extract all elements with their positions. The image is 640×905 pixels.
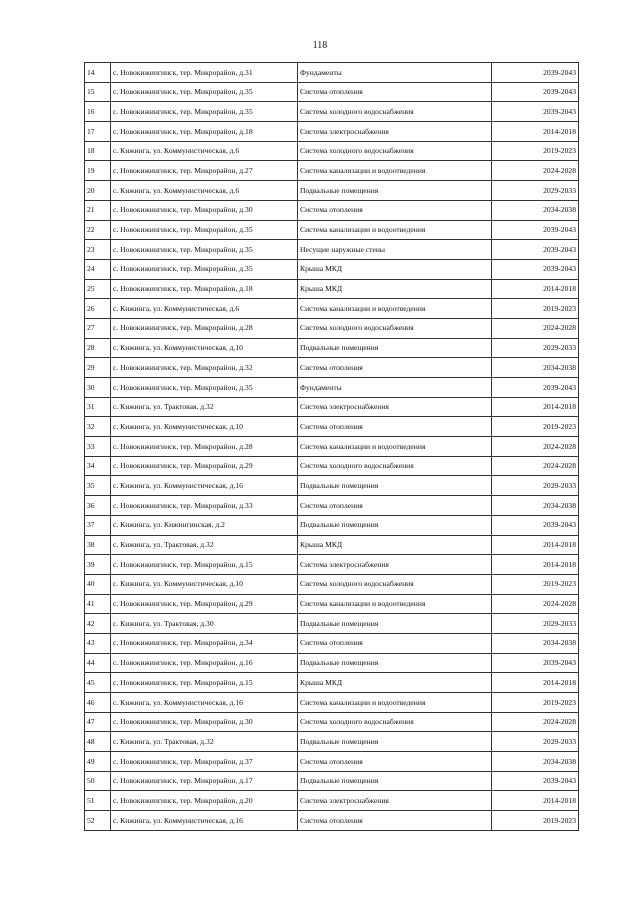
row-number-cell: 14 — [85, 63, 111, 83]
table-row — [85, 338, 579, 358]
row-number-cell: 44 — [85, 653, 111, 673]
row-number-cell: 21 — [85, 200, 111, 220]
system-cell: Система отопления — [298, 752, 492, 772]
period-cell: 2014-2018 — [492, 535, 579, 555]
table-row — [85, 594, 579, 614]
table-row — [85, 181, 579, 201]
address-cell: с. Новокижингинск, тер. Микрорайон, д.18 — [111, 122, 298, 142]
system-cell: Крыша МКД — [298, 259, 492, 279]
system-cell: Система канализации и водоотведения — [298, 161, 492, 181]
table-row — [85, 771, 579, 791]
period-cell: 2029-2033 — [492, 476, 579, 496]
address-cell: с. Новокижингинск, тер. Микрорайон, д.35 — [111, 82, 298, 102]
period-cell: 2039-2043 — [492, 102, 579, 122]
system-cell: Фундаменты — [298, 63, 492, 83]
row-number-cell: 31 — [85, 397, 111, 417]
address-cell: с. Новокижингинск, тер. Микрорайон, д.33 — [111, 496, 298, 516]
table-row — [85, 82, 579, 102]
row-number-cell: 19 — [85, 161, 111, 181]
table-row — [85, 515, 579, 535]
system-cell: Система холодного водоснабжения — [298, 141, 492, 161]
period-cell: 2024-2028 — [492, 318, 579, 338]
table-row — [85, 574, 579, 594]
table-row — [85, 653, 579, 673]
system-cell: Подвальные помещения — [298, 732, 492, 752]
address-cell: с. Кижинга, ул. Коммунистическая, д.16 — [111, 476, 298, 496]
table-row — [85, 378, 579, 398]
row-number-cell: 35 — [85, 476, 111, 496]
system-cell: Подвальные помещения — [298, 181, 492, 201]
period-cell: 2039-2043 — [492, 240, 579, 260]
period-cell: 2034-2038 — [492, 752, 579, 772]
system-cell: Фундаменты — [298, 378, 492, 398]
table-row — [85, 397, 579, 417]
system-cell: Система отопления — [298, 82, 492, 102]
period-cell: 2039-2043 — [492, 653, 579, 673]
period-cell: 2039-2043 — [492, 259, 579, 279]
system-cell: Система холодного водоснабжения — [298, 712, 492, 732]
address-cell: с. Новокижингинск, тер. Микрорайон, д.15 — [111, 673, 298, 693]
table-row — [85, 102, 579, 122]
table-row — [85, 318, 579, 338]
address-cell: с. Новокижингинск, тер. Микрорайон, д.31 — [111, 63, 298, 83]
period-cell: 2034-2038 — [492, 496, 579, 516]
period-cell: 2019-2023 — [492, 141, 579, 161]
row-number-cell: 17 — [85, 122, 111, 142]
system-cell: Система канализации и водоотведения — [298, 594, 492, 614]
period-cell: 2019-2023 — [492, 693, 579, 713]
period-cell: 2039-2043 — [492, 63, 579, 83]
address-cell: с. Кижинга, ул. Трактовая, д.30 — [111, 614, 298, 634]
address-cell: с. Новокижингинск, тер. Микрорайон, д.34 — [111, 633, 298, 653]
row-number-cell: 40 — [85, 574, 111, 594]
address-cell: с. Кижинга, ул. Коммунистическая, д.6 — [111, 299, 298, 319]
row-number-cell: 49 — [85, 752, 111, 772]
system-cell: Крыша МКД — [298, 279, 492, 299]
address-cell: с. Кижинга, ул. Коммунистическая, д.10 — [111, 574, 298, 594]
address-cell: с. Новокижингинск, тер. Микрорайон, д.35 — [111, 102, 298, 122]
address-cell: с. Новокижингинск, тер. Микрорайон, д.18 — [111, 279, 298, 299]
table-row — [85, 633, 579, 653]
system-cell: Система канализации и водоотведения — [298, 437, 492, 457]
system-cell: Подвальные помещения — [298, 771, 492, 791]
address-cell: с. Кижинга, ул. Коммунистическая, д.16 — [111, 693, 298, 713]
system-cell: Подвальные помещения — [298, 653, 492, 673]
period-cell: 2034-2038 — [492, 633, 579, 653]
row-number-cell: 18 — [85, 141, 111, 161]
table-row — [85, 476, 579, 496]
system-cell: Система холодного водоснабжения — [298, 574, 492, 594]
row-number-cell: 39 — [85, 555, 111, 575]
period-cell: 2014-2018 — [492, 791, 579, 811]
address-cell: с. Новокижингинск, тер. Микрорайон, д.28 — [111, 318, 298, 338]
system-cell: Система электроснабжения — [298, 555, 492, 575]
table-row — [85, 358, 579, 378]
table-row — [85, 122, 579, 142]
address-cell: с. Кижинга, ул. Коммунистическая, д.10 — [111, 338, 298, 358]
table-row — [85, 141, 579, 161]
table-row — [85, 456, 579, 476]
row-number-cell: 22 — [85, 220, 111, 240]
table-row — [85, 220, 579, 240]
address-cell: с. Кижинга, ул. Коммунистическая, д.6 — [111, 141, 298, 161]
table-row — [85, 693, 579, 713]
period-cell: 2029-2033 — [492, 614, 579, 634]
address-cell: с. Новокижингинск, тер. Микрорайон, д.20 — [111, 791, 298, 811]
period-cell: 2024-2028 — [492, 161, 579, 181]
system-cell: Система канализации и водоотведения — [298, 693, 492, 713]
address-cell: с. Кижинга, ул. Коммунистическая, д.16 — [111, 811, 298, 831]
table-row — [85, 811, 579, 831]
row-number-cell: 23 — [85, 240, 111, 260]
row-number-cell: 38 — [85, 535, 111, 555]
row-number-cell: 47 — [85, 712, 111, 732]
row-number-cell: 25 — [85, 279, 111, 299]
period-cell: 2024-2028 — [492, 594, 579, 614]
period-cell: 2034-2038 — [492, 200, 579, 220]
address-cell: с. Кижинга, ул. Трактовая, д.32 — [111, 397, 298, 417]
address-cell: с. Новокижингинск, тер. Микрорайон, д.17 — [111, 771, 298, 791]
period-cell: 2019-2023 — [492, 299, 579, 319]
row-number-cell: 46 — [85, 693, 111, 713]
system-cell: Система отопления — [298, 358, 492, 378]
system-cell: Система отопления — [298, 200, 492, 220]
system-cell: Система электроснабжения — [298, 397, 492, 417]
row-number-cell: 51 — [85, 791, 111, 811]
period-cell: 2019-2023 — [492, 811, 579, 831]
system-cell: Несущие наружные стены — [298, 240, 492, 260]
system-cell: Крыша МКД — [298, 673, 492, 693]
period-cell: 2039-2043 — [492, 771, 579, 791]
system-cell: Система холодного водоснабжения — [298, 102, 492, 122]
address-cell: с. Новокижингинск, тер. Микрорайон, д.35 — [111, 240, 298, 260]
table-row — [85, 752, 579, 772]
period-cell: 2019-2023 — [492, 574, 579, 594]
address-cell: с. Кижинга, ул. Трактовая, д.32 — [111, 535, 298, 555]
system-cell: Система отопления — [298, 811, 492, 831]
period-cell: 2014-2018 — [492, 555, 579, 575]
row-number-cell: 34 — [85, 456, 111, 476]
row-number-cell: 42 — [85, 614, 111, 634]
period-cell: 2024-2028 — [492, 437, 579, 457]
repair-schedule-table — [84, 62, 579, 831]
period-cell: 2024-2028 — [492, 456, 579, 476]
address-cell: с. Новокижингинск, тер. Микрорайон, д.28 — [111, 437, 298, 457]
period-cell: 2039-2043 — [492, 220, 579, 240]
table-row — [85, 279, 579, 299]
row-number-cell: 50 — [85, 771, 111, 791]
address-cell: с. Новокижингинск, тер. Микрорайон, д.29 — [111, 594, 298, 614]
period-cell: 2014-2018 — [492, 279, 579, 299]
address-cell: с. Новокижингинск, тер. Микрорайон, д.29 — [111, 456, 298, 476]
table-row — [85, 791, 579, 811]
table-row — [85, 417, 579, 437]
address-cell: с. Новокижингинск, тер. Микрорайон, д.15 — [111, 555, 298, 575]
table-row — [85, 712, 579, 732]
row-number-cell: 16 — [85, 102, 111, 122]
system-cell: Система электроснабжения — [298, 791, 492, 811]
period-cell: 2014-2018 — [492, 673, 579, 693]
period-cell: 2014-2018 — [492, 122, 579, 142]
table-row — [85, 259, 579, 279]
row-number-cell: 41 — [85, 594, 111, 614]
row-number-cell: 43 — [85, 633, 111, 653]
address-cell: с. Новокижингинск, тер. Микрорайон, д.35 — [111, 259, 298, 279]
period-cell: 2034-2038 — [492, 358, 579, 378]
period-cell: 2029-2033 — [492, 338, 579, 358]
row-number-cell: 28 — [85, 338, 111, 358]
row-number-cell: 29 — [85, 358, 111, 378]
period-cell: 2029-2033 — [492, 732, 579, 752]
address-cell: с. Новокижингинск, тер. Микрорайон, д.37 — [111, 752, 298, 772]
table-row — [85, 673, 579, 693]
table-row — [85, 614, 579, 634]
table-row — [85, 555, 579, 575]
table-row — [85, 63, 579, 83]
row-number-cell: 36 — [85, 496, 111, 516]
table-row — [85, 240, 579, 260]
system-cell: Система отопления — [298, 633, 492, 653]
address-cell: с. Новокижингинск, тер. Микрорайон, д.30 — [111, 200, 298, 220]
system-cell: Система холодного водоснабжения — [298, 318, 492, 338]
system-cell: Подвальные помещения — [298, 476, 492, 496]
period-cell: 2039-2043 — [492, 82, 579, 102]
address-cell: с. Новокижингинск, тер. Микрорайон, д.32 — [111, 358, 298, 378]
address-cell: с. Новокижингинск, тер. Микрорайон, д.30 — [111, 712, 298, 732]
system-cell: Подвальные помещения — [298, 515, 492, 535]
row-number-cell: 32 — [85, 417, 111, 437]
table-row — [85, 496, 579, 516]
address-cell: с. Кижинга, ул. Трактовая, д.32 — [111, 732, 298, 752]
address-cell: с. Кижинга, ул. Кижингинская, д.2 — [111, 515, 298, 535]
address-cell: с. Новокижингинск, тер. Микрорайон, д.35 — [111, 220, 298, 240]
table-row — [85, 299, 579, 319]
row-number-cell: 52 — [85, 811, 111, 831]
table-row — [85, 732, 579, 752]
period-cell: 2019-2023 — [492, 417, 579, 437]
system-cell: Система канализации и водоотведения — [298, 299, 492, 319]
table-row — [85, 200, 579, 220]
row-number-cell: 27 — [85, 318, 111, 338]
row-number-cell: 24 — [85, 259, 111, 279]
system-cell: Подвальные помещения — [298, 614, 492, 634]
table-row — [85, 535, 579, 555]
address-cell: с. Новокижингинск, тер. Микрорайон, д.27 — [111, 161, 298, 181]
period-cell: 2024-2028 — [492, 712, 579, 732]
address-cell: с. Новокижингинск, тер. Микрорайон, д.35 — [111, 378, 298, 398]
system-cell: Система электроснабжения — [298, 122, 492, 142]
system-cell: Подвальные помещения — [298, 338, 492, 358]
table-row — [85, 437, 579, 457]
period-cell: 2014-2018 — [492, 397, 579, 417]
period-cell: 2029-2033 — [492, 181, 579, 201]
row-number-cell: 30 — [85, 378, 111, 398]
address-cell: с. Кижинга, ул. Коммунистическая, д.10 — [111, 417, 298, 437]
address-cell: с. Кижинга, ул. Коммунистическая, д.6 — [111, 181, 298, 201]
row-number-cell: 37 — [85, 515, 111, 535]
row-number-cell: 26 — [85, 299, 111, 319]
table-body — [85, 63, 579, 831]
row-number-cell: 15 — [85, 82, 111, 102]
row-number-cell: 48 — [85, 732, 111, 752]
row-number-cell: 20 — [85, 181, 111, 201]
row-number-cell: 33 — [85, 437, 111, 457]
row-number-cell: 45 — [85, 673, 111, 693]
system-cell: Крыша МКД — [298, 535, 492, 555]
system-cell: Система отопления — [298, 496, 492, 516]
system-cell: Система канализации и водоотведения — [298, 220, 492, 240]
page-number: 118 — [312, 40, 328, 51]
table-row — [85, 161, 579, 181]
period-cell: 2039-2043 — [492, 515, 579, 535]
system-cell: Система холодного водоснабжения — [298, 456, 492, 476]
address-cell: с. Новокижингинск, тер. Микрорайон, д.16 — [111, 653, 298, 673]
period-cell: 2039-2043 — [492, 378, 579, 398]
system-cell: Система отопления — [298, 417, 492, 437]
